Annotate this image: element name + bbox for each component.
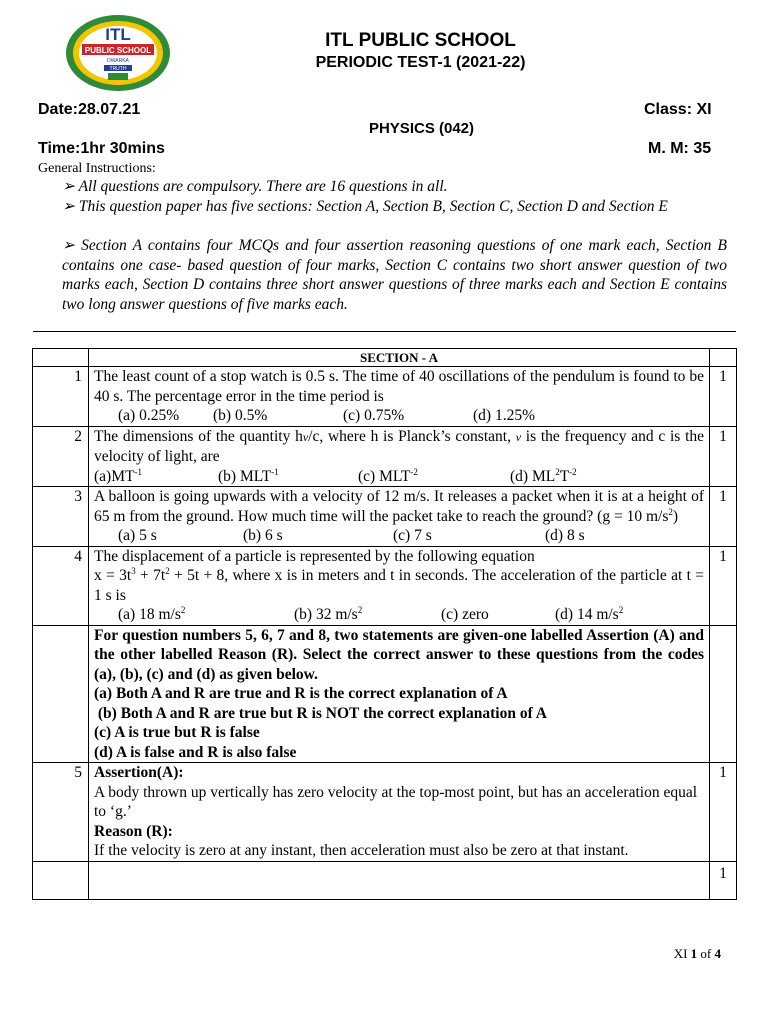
question-marks: 1 (710, 487, 737, 547)
option-c: (c) zero (441, 606, 489, 623)
question-number: 2 (33, 426, 89, 487)
instruction-item: ➢ This question paper has five sections: Section A, Section B, Section C, Section D and Section E (62, 198, 668, 215)
code-a: (a) Both A and R are true and R is the correct explanation of A (94, 685, 508, 702)
svg-text:TRUTH: TRUTH (109, 66, 127, 72)
subject-title: PHYSICS (042) (368, 120, 475, 137)
options (94, 406, 704, 426)
question-1 (89, 367, 710, 427)
question-number: 4 (33, 546, 89, 625)
question-4 (89, 546, 710, 625)
option-a: $(a)MT^{-1}$ (94, 466, 142, 485)
table-row (33, 367, 737, 427)
section-title: SECTION - A (89, 349, 710, 367)
table-row (33, 625, 737, 763)
question-number: 5 (33, 763, 89, 862)
assertion-label: Assertion(A): (94, 764, 184, 781)
code-d: (d) A is false and R is also false (94, 743, 297, 761)
question-3 (89, 487, 710, 547)
question-5 (89, 763, 710, 862)
question-text: The displacement of a particle is represented by the following equation (94, 547, 535, 565)
option-b: (b) 0.5% (213, 407, 268, 424)
instruction-item: ➢ All questions are compulsory. There are 16 questions in all. (62, 178, 448, 195)
test-title: PERIODIC TEST-1 (2021-22) (315, 54, 526, 71)
question-marks: 1 (710, 367, 737, 427)
option-d: (d) $ML^2T^{-2}$ (510, 466, 577, 485)
option-c: (c) 7 s (393, 527, 432, 544)
option-d: (d) 1.25% (473, 407, 535, 424)
options (94, 605, 704, 625)
code-b: (b) Both A and R are true but R is NOT the correct explanation of A (94, 704, 547, 722)
svg-text:PUBLIC SCHOOL: PUBLIC SCHOOL (84, 46, 152, 55)
table-row (33, 426, 737, 487)
options (94, 526, 704, 546)
option-a: (a) 5 s (118, 527, 157, 544)
question-text: The least count of a stop watch is 0.5 s. The time of 40 oscillations of the pendulum is found to be 40 s. The percentage error in the time period is (94, 368, 704, 405)
option-c: (c) $MLT^{-2}$ (358, 466, 418, 485)
question-marks: 1 (710, 546, 737, 625)
max-marks: M. M: 35 (648, 140, 712, 157)
school-logo (64, 13, 172, 93)
question-table (32, 348, 737, 900)
exam-date: Date:28.07.21 (38, 101, 141, 118)
option-d: (d) 14 $m/s^2$ (555, 605, 624, 623)
option-a: (a) 0.25% (118, 407, 180, 424)
assertion-instructions (89, 625, 710, 763)
question-equation: $x = 3t^3 + 7t^2 + 5t + 8$, where x is in meters and t in seconds. The acceleration of the particle at t = 1 s is (94, 566, 704, 604)
options (94, 467, 704, 487)
page-footer: XI 1 of 4 (673, 946, 721, 961)
divider (33, 331, 736, 332)
question-2 (89, 426, 710, 487)
assertion-text: A body thrown up vertically has zero velocity at the top-most point, but has an acceleration equal to ‘g.’ (94, 783, 698, 820)
assertion-intro: For question numbers 5, 6, 7 and 8, two statements are given-one labelled Assertion (A) and the other labelled Reason (R). Select the correct answer to these questions from the codes (a), (b), (c) and (d) as given below. (94, 626, 704, 683)
option-b: (b) $MLT^{-1}$ (218, 466, 279, 485)
exam-duration: Time:1hr 30mins (38, 140, 165, 157)
table-row (33, 487, 737, 547)
question-marks: 1 (710, 426, 737, 487)
option-b: (b) 32 $m/s^2$ (294, 605, 363, 623)
question-number: 3 (33, 487, 89, 547)
question-marks: 1 (710, 763, 737, 862)
class-label: Class: XI (644, 101, 712, 118)
option-a: (a) 18 $m/s^2$ (118, 605, 186, 623)
code-c: (c) A is true but R is false (94, 724, 260, 741)
option-d: (d) 8 s (545, 527, 585, 544)
reason-label: Reason (R): (94, 822, 173, 840)
svg-text:ITL: ITL (105, 25, 131, 44)
option-c: (c) 0.75% (343, 407, 405, 424)
school-name: ITL PUBLIC SCHOOL (325, 30, 516, 51)
table-row (33, 546, 737, 625)
question-number: 1 (33, 367, 89, 427)
table-row (33, 861, 737, 899)
question-text: A balloon is going upwards with a velocity of 12 m/s. It releases a packet when it is at a height of 65 m from the ground. How much time will the packet take to reach the ground? (g = 10 $m/s^2$) (94, 488, 704, 525)
option-b: (b) 6 s (243, 527, 283, 544)
table-row (33, 763, 737, 862)
instruction-item: ➢ Section A contains four MCQs and four assertion reasoning questions of one mark each, Section B contains one case- based question of four marks, Section C contains two short answer question of two marks each, Section D contains three short answer questions of three marks each and Section E contains two long answer questions of five marks each. (62, 237, 727, 313)
question-marks: 1 (710, 861, 737, 899)
instructions-title: General Instructions: (38, 161, 156, 176)
reason-text: If the velocity is zero at any instant, then acceleration must also be zero at that instant. (94, 842, 629, 859)
question-text: The dimensions of the quantity hν/c, where h is Planck’s constant, ν is the frequency and c is the velocity of light, are (94, 427, 705, 465)
svg-text:DWARKA: DWARKA (107, 58, 129, 64)
